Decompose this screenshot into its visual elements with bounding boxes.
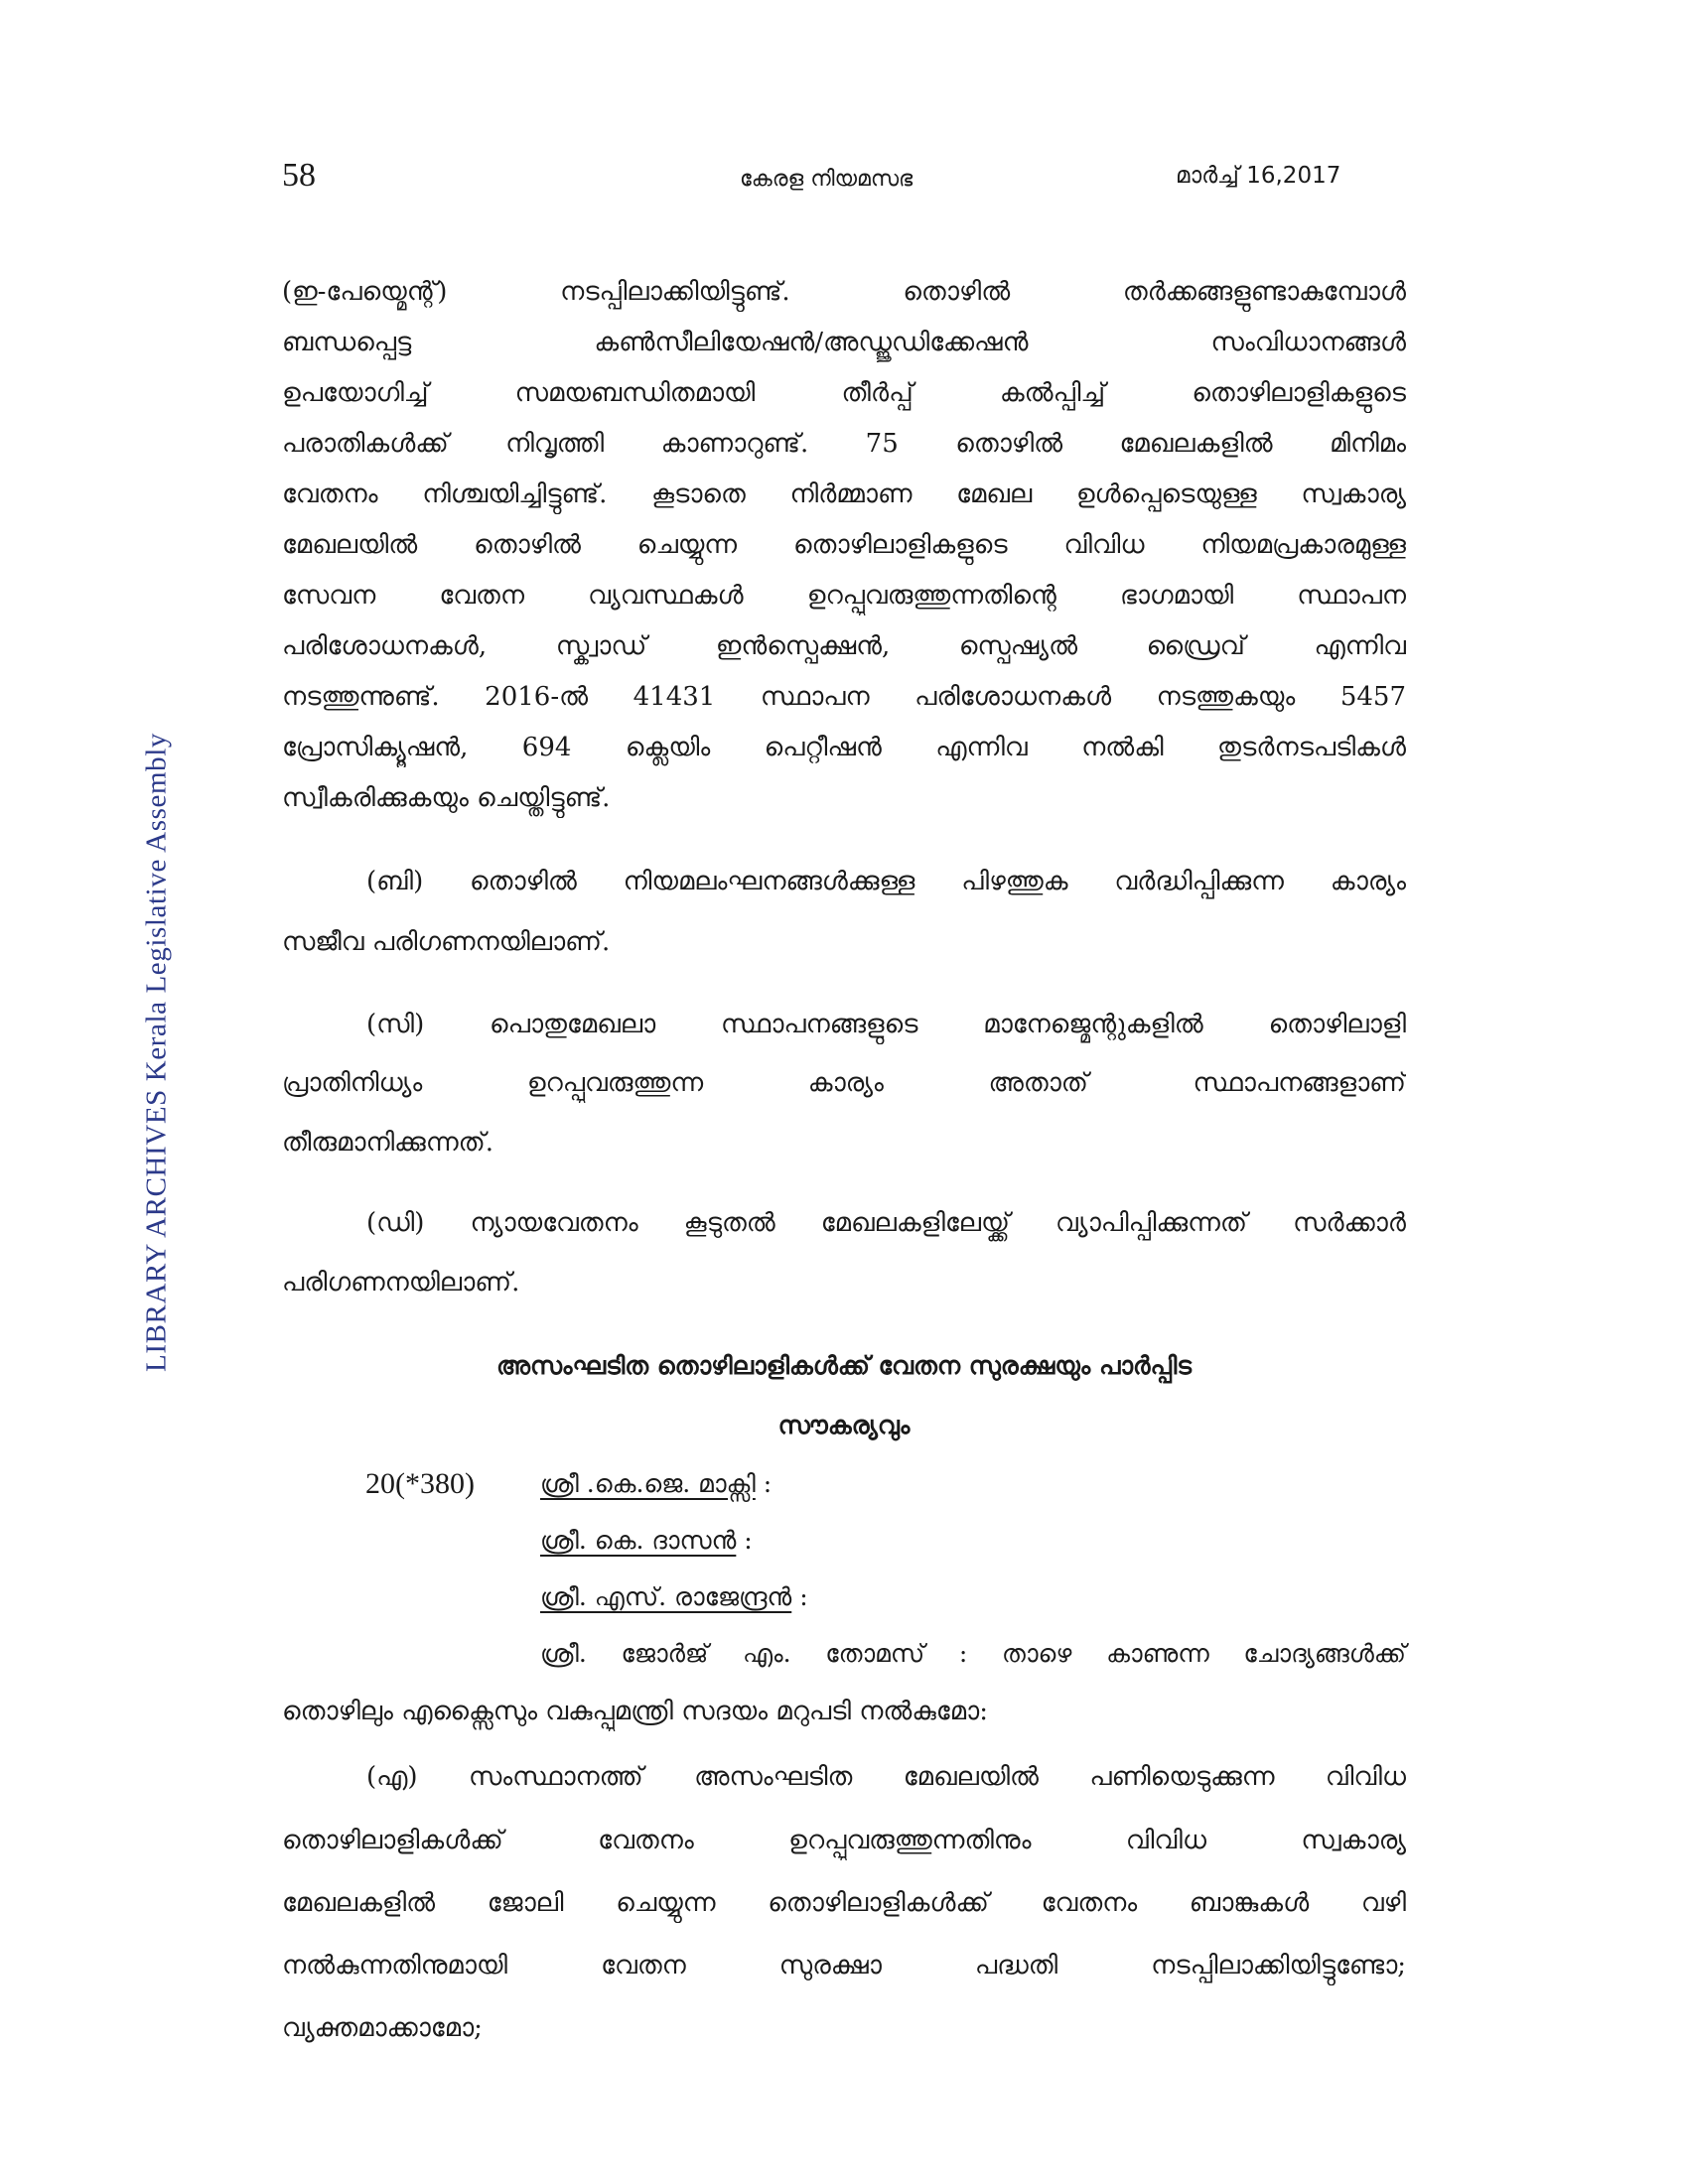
text-line: (ഇ-പേയ്മെന്റ്) നടപ്പിലാക്കിയിട്ടുണ്ട്. തൊഴിൽ തർക്കങ്ങളുണ്ടാകുമ്പോൾ bbox=[282, 277, 1406, 307]
text-line: മേഖലയിൽ തൊഴിൽ ചെയ്യുന്ന തൊഴിലാളികളുടെ വിവിധ നിയമപ്രകാരമുള്ള bbox=[282, 530, 1406, 560]
member-name bbox=[540, 1521, 753, 1561]
text-line: (ബി) തൊഴിൽ നിയമലംഘനങ്ങൾക്കുള്ള പിഴത്തുക വർദ്ധിപ്പിക്കുന്ന കാര്യം bbox=[366, 867, 1406, 896]
text-line: നടത്തുന്നുണ്ട്. 2016-ൽ 41431 സ്ഥാപന പരിശോധനകൾ നടത്തുകയും 5457 bbox=[282, 682, 1406, 712]
question-intro-line: തൊഴിലും എക്സൈസും വകുപ്പുമന്ത്രി സദയം മറുപടി നൽകുമോ: bbox=[282, 1697, 988, 1726]
text-line: (എ) സംസ്ഥാനത്ത് അസംഘടിത മേഖലയിൽ പണിയെടുക്കുന്ന വിവിധ bbox=[366, 1762, 1406, 1792]
text-line: മേഖലകളിൽ ജോലി ചെയ്യുന്ന തൊഴിലാളികൾക്ക് വേതനം ബാങ്കുകൾ വഴി bbox=[282, 1888, 1406, 1918]
question-intro: താഴെ കാണുന്ന ചോദ്യങ്ങൾക്ക് bbox=[1001, 1639, 1407, 1668]
text-line: (ഡി) ന്യായവേതനം കൂടുതൽ മേഖലകളിലേയ്ക്ക് വ്യാപിപ്പിക്കുന്നത് സർക്കാർ bbox=[366, 1208, 1406, 1238]
member-name-text: ശ്രീ. എസ്. രാജേന്ദ്രൻ bbox=[540, 1582, 792, 1611]
text-line: സേവന വേതന വ്യവസ്ഥകൾ ഉറപ്പുവരുത്തുന്നതിന്റെ ഭാഗമായി സ്ഥാപന bbox=[282, 581, 1406, 611]
member-name bbox=[540, 1577, 808, 1617]
header-date: മാർച്ച് 16,2017 bbox=[1176, 163, 1341, 189]
text-line: പരിഗണനയിലാണ്. bbox=[282, 1268, 520, 1297]
member-name-text: ശ്രീ .കെ.ജെ. മാക്സി bbox=[540, 1469, 756, 1498]
text-line: വ്യക്തമാക്കാമോ; bbox=[282, 2013, 483, 2043]
side-stamp: LIBRARY ARCHIVES Kerala Legislative Assembly bbox=[140, 733, 173, 1372]
page-number: 58 bbox=[282, 157, 316, 194]
text-line: പ്രാതിനിധ്യം ഉറപ്പുവരുത്തുന്ന കാര്യം അതാത് സ്ഥാപനങ്ങളാണ് bbox=[282, 1068, 1406, 1098]
member-name bbox=[540, 1464, 772, 1504]
text-line: (സി) പൊതുമേഖലാ സ്ഥാപനങ്ങളുടെ മാനേജ്മെന്റുകളിൽ തൊഴിലാളി bbox=[366, 1010, 1406, 1039]
text-line: പരിശോധനകൾ, സ്ക്വാഡ് ഇൻസ്പെക്ഷൻ, സ്പെഷ്യൽ ഡ്രൈവ് എന്നിവ bbox=[282, 631, 1406, 661]
member-name-text: ശ്രീ. കെ. ദാസൻ bbox=[540, 1526, 737, 1555]
text-line: സ്വീകരിക്കുകയും ചെയ്തിട്ടുണ്ട്. bbox=[282, 783, 611, 813]
member-name bbox=[540, 1634, 1406, 1674]
text-line: ഉപയോഗിച്ച് സമയബന്ധിതമായി തീർപ്പ് കൽപ്പിച്ച് തൊഴിലാളികളുടെ bbox=[282, 378, 1406, 408]
text-line: സജീവ പരിഗണനയിലാണ്. bbox=[282, 927, 611, 957]
text-line: തീരുമാനിക്കുന്നത്. bbox=[282, 1128, 494, 1158]
text-line: വേതനം നിശ്ചയിച്ചിട്ടുണ്ട്. കൂടാതെ നിർമ്മാണ മേഖല ഉൾപ്പെടെയുള്ള സ്വകാര്യ bbox=[282, 479, 1406, 509]
question-heading-line-1: അസംഘടിത തൊഴിലാളികൾക്ക് വേതന സുരക്ഷയും പാർപ്പിട bbox=[496, 1351, 1192, 1380]
text-line: പരാതികൾക്ക് നിവൃത്തി കാണാറുണ്ട്. 75 തൊഴിൽ മേഖലകളിൽ മിനിമം bbox=[282, 429, 1406, 459]
colon: : bbox=[736, 1526, 753, 1555]
question-number: 20(*380) bbox=[365, 1467, 475, 1500]
question-heading-line-2: സൗകര്യവും bbox=[777, 1411, 911, 1439]
member-name-text: ശ്രീ. ജോർജ് എം. തോമസ് bbox=[540, 1639, 925, 1668]
colon: : bbox=[791, 1582, 808, 1611]
text-line: ബന്ധപ്പെട്ട കൺസീലിയേഷൻ/അഡ്ജുഡിക്കേഷൻ സംവിധാനങ്ങൾ bbox=[282, 328, 1406, 357]
header-title: കേരള നിയമസഭ bbox=[740, 167, 914, 192]
colon: : bbox=[924, 1639, 968, 1668]
colon: : bbox=[755, 1469, 773, 1498]
text-line: തൊഴിലാളികൾക്ക് വേതനം ഉറപ്പുവരുത്തുന്നതിനും വിവിധ സ്വകാര്യ bbox=[282, 1826, 1406, 1855]
text-line: പ്രോസിക്യൂഷൻ, 694 ക്ലെയിം പെറ്റീഷൻ എന്നിവ നൽകി തുടർനടപടികൾ bbox=[282, 733, 1406, 762]
text-line: നൽകുന്നതിനുമായി വേതന സുരക്ഷാ പദ്ധതി നടപ്പിലാക്കിയിട്ടുണ്ടോ; bbox=[282, 1951, 1406, 1980]
